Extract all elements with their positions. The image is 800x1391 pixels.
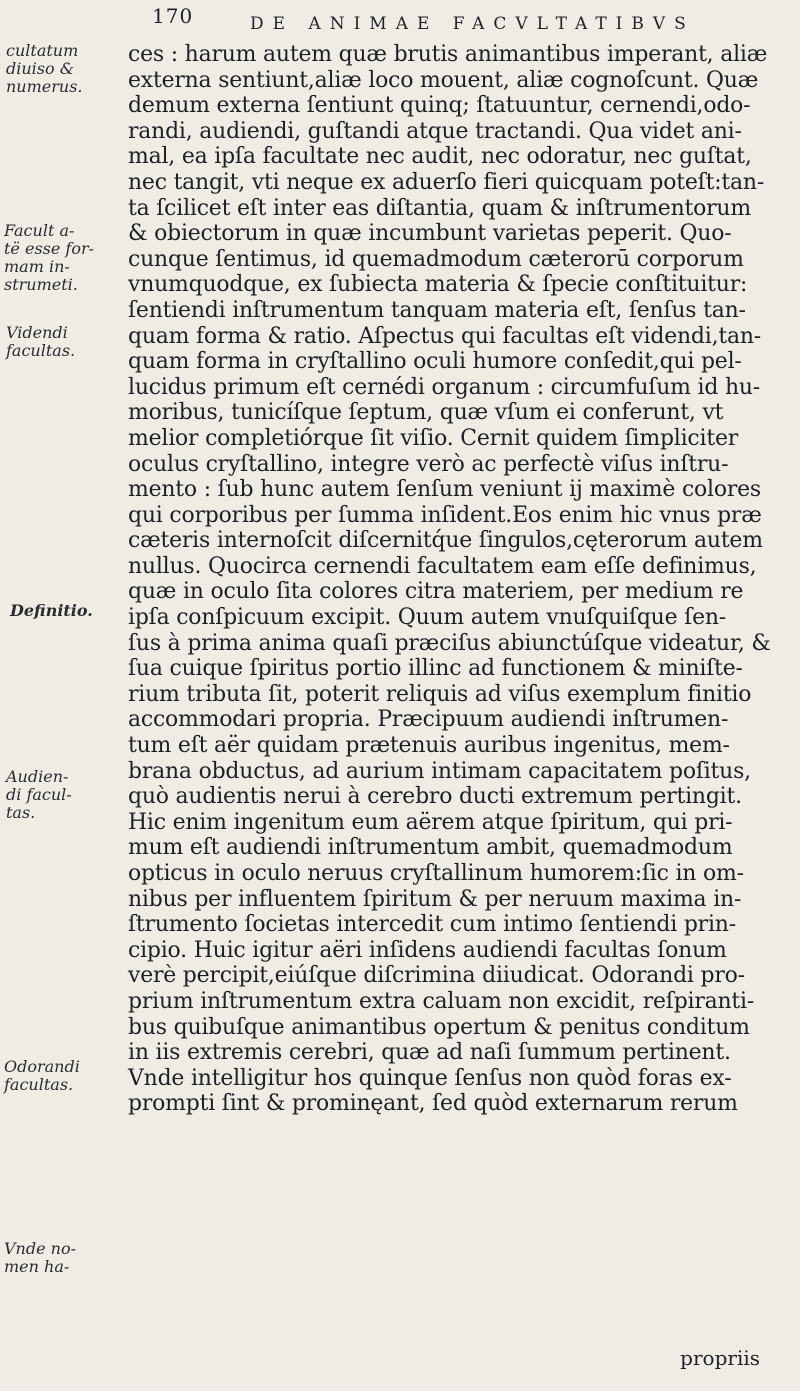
text-line: verè percipit,eiúſque diſcrimina diiudicat. Odorandi pro- <box>128 963 745 989</box>
text-line: oculus cryſtallino, integre verò ac perfectè viſus inſtru- <box>128 451 729 477</box>
text-line: prompti ſint & prominęant, ſed quòd externarum rerum <box>128 1091 738 1117</box>
text-line: nec tangit, vti neque ex aduerſo fieri quicquam poteſt:tan- <box>128 169 765 195</box>
text-line: lucidus primum eſt cernédi organum : circumfuſum id hu- <box>128 374 761 400</box>
margin-note-vnde <box>4 1240 76 1276</box>
margin-note-odorandi <box>4 1058 80 1094</box>
margin-line: di facul- <box>6 785 72 804</box>
margin-line: cultatum <box>6 41 79 60</box>
text-line: nibus per influentem ſpiritum & per neruum maxima in- <box>128 886 742 912</box>
margin-note-videndi <box>6 324 75 360</box>
text-line: cipio. Huic igitur aëri inſidens audiendi facultas ſonum <box>128 937 727 963</box>
page-number: 170 <box>152 4 194 28</box>
body-text <box>128 42 792 1117</box>
text-line: ſtrumento ſocietas intercedit cum intimo ſentiendi prin- <box>128 912 736 938</box>
text-line: ces : harum autem quæ brutis animantibus imperant, aliæ <box>128 42 768 67</box>
text-line: bus quibuſque animantibus opertum & penitus conditum <box>128 1014 750 1040</box>
text-line: cunque ſentimus, id quemadmodum cæterorū corporum <box>128 246 744 272</box>
margin-line: Facult a- <box>4 221 75 240</box>
margin-line: Vnde no- <box>4 1239 76 1258</box>
margin-line: Odorandi <box>4 1057 80 1076</box>
text-line: mum eſt audiendi inſtrumentum ambit, quemadmodum <box>128 835 733 861</box>
text-line: quam forma & ratio. Aſpectus qui facultas eſt videndi,tan- <box>128 323 761 349</box>
margin-line: diuiso & <box>6 59 74 78</box>
margin-line: facultas. <box>4 1075 74 1094</box>
text-line: & obiectorum in quæ incumbunt varietas peperit. Quo- <box>128 221 732 247</box>
text-line: mento : ſub hunc autem ſenſum veniunt ij maximè colores <box>128 477 761 503</box>
margin-line: Audien- <box>6 767 69 786</box>
text-line: prium inſtrumentum extra caluam non excidit, reſpiranti- <box>128 988 755 1014</box>
text-line: ta ſcilicet eſt inter eas diſtantia, quam & inſtrumentorum <box>128 195 751 221</box>
text-line: tum eſt aër quidam prætenuis auribus ingenitus, mem- <box>128 733 730 759</box>
margin-line: mam in- <box>4 257 70 276</box>
text-line: opticus in oculo neruus cryſtallinum humorem:ſic in om- <box>128 861 744 886</box>
text-line: moribus, tunicíſque ſeptum, quæ vſum ei conferunt, vt <box>128 400 724 426</box>
text-line: mal, ea ipſa facultate nec audit, nec odoratur, nec guſtat, <box>128 144 752 170</box>
text-line: accommodari propria. Præcipuum audiendi inſtrumen- <box>128 707 729 733</box>
text-line: cæteris internoſcit diſcernitq́ue ſingulos,cęterorum autem <box>128 528 763 554</box>
margin-note-cultatum <box>6 42 83 96</box>
margin-note-audiendi <box>6 768 72 822</box>
margin-line: Videndi <box>6 323 68 342</box>
text-line: quæ in oculo ſita colores citra materiem, per medium re <box>128 579 744 605</box>
text-line: quò audientis nerui à cerebro ducti extremum pertingit. <box>128 784 742 810</box>
page-header <box>130 0 780 40</box>
margin-line: të esse for- <box>4 239 95 258</box>
text-line: nullus. Quocirca cernendi facultatem eam eſſe definimus, <box>128 553 757 579</box>
text-line: Hic enim ingenitum eum aërem atque ſpiritum, qui pri- <box>128 809 733 835</box>
text-line: ſua cuique ſpiritus portio illinc ad functionem & miniſte- <box>128 656 743 682</box>
running-title: DE ANIMAE FACVLTATIBVS <box>250 14 695 34</box>
text-line: externa sentiunt,aliæ loco mouent, aliæ cognoſcunt. Quæ <box>128 67 759 93</box>
text-line: Vnde intelligitur hos quinque ſenſus non quòd foras ex- <box>128 1065 732 1091</box>
margin-line: facultas. <box>6 341 76 360</box>
text-line: ipſa conſpicuum excipit. Quum autem vnuſquiſque ſen- <box>128 605 727 631</box>
text-line: ſus à prima anima quaſi præciſus abiunctúſque videatur, & <box>128 630 771 656</box>
margin-line: tas. <box>6 803 36 822</box>
margin-line: Definitio. <box>10 601 93 620</box>
text-line: demum externa ſentiunt quinq; ſtatuuntur, cernendi,odo- <box>128 93 751 119</box>
margin-note-facultate <box>4 222 94 294</box>
margin-note-definitio <box>10 602 93 620</box>
text-line: rium tributa ſit, poterit reliquis ad viſus exemplum finitio <box>128 681 752 707</box>
text-line: ſentiendi inſtrumentum tanquam materia eſt, ſenſus tan- <box>128 297 746 323</box>
text-line: randi, audiendi, guſtandi atque tractandi. Qua videt ani- <box>128 118 742 144</box>
text-line: in iis extremis cerebri, quæ ad naſi ſummum pertinent. <box>128 1040 731 1066</box>
margin-line: numerus. <box>6 77 83 96</box>
margin-line: strumeti. <box>4 275 78 294</box>
text-line: melior completiórque ſit viſio. Cernit quidem ſimpliciter <box>128 425 739 451</box>
text-line: vnumquodque, ex ſubiecta materia & ſpecie conſtituitur: <box>128 272 748 298</box>
margin-line: men ha- <box>4 1257 70 1276</box>
text-line: brana obductus, ad aurium intimam capacitatem poſitus, <box>128 758 751 784</box>
text-line: quam forma in cryſtallino oculi humore conſedit,qui pel- <box>128 349 742 375</box>
catchword: propriis <box>680 1346 760 1370</box>
text-line: qui corporibus per ſumma inſident.Eos enim hic vnus præ <box>128 502 762 528</box>
